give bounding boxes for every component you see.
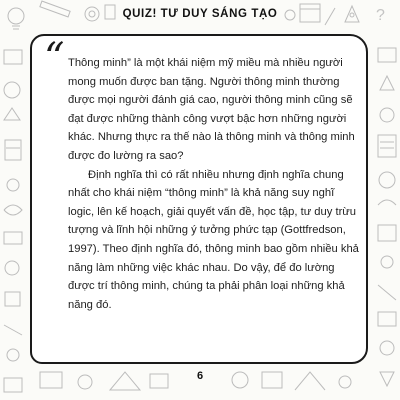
paragraph-1: Thông minh” là một khái niệm mỹ miều mà nhiều người mong muốn được ban tặng. Người thông minh thường được mọi người đánh giá cao, người thông minh cũng sẽ đạt được những thành công vượt bậc hơn những người khác. Nhưng thực ra thế nào là thông minh và thông minh được đo lường ra sao?: [68, 57, 355, 162]
page-header-title: QUIZ! TƯ DUY SÁNG TẠO: [122, 8, 278, 20]
left-edge-doodles: [4, 50, 22, 392]
body-text: [68, 54, 362, 314]
question-doodle: ?: [376, 7, 385, 24]
right-edge-doodles: [378, 48, 396, 386]
paragraph-2: Định nghĩa thì có rất nhiều nhưng định nghĩa chung nhất cho khái niệm “thông minh” là khả năng suy nghĩ logic, lên kế hoạch, giải quyết vấn đề, học tập, tư duy trừu tượng và lĩnh hội những ý tưởng phức tạp (Gottfredson, 1997). Theo định nghĩa đó, thông minh bao gồm nhiều khả năng làm những việc khác nhau. Do vậy, để đo lường được trí thông minh, chúng ta phải phân loại những khả năng đó.: [68, 168, 359, 311]
quote-mark: “: [44, 35, 65, 81]
page-number: 6: [196, 370, 204, 382]
